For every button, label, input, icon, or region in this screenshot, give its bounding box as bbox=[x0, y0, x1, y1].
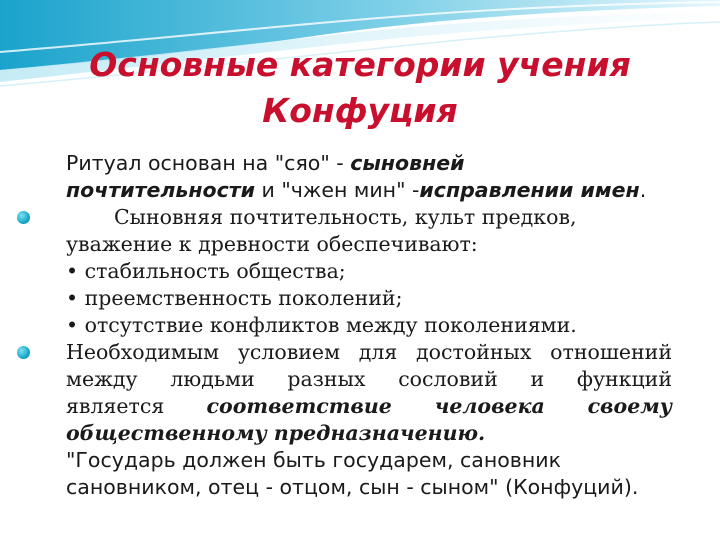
para3-line2: между людьми разных сословий и функций bbox=[66, 367, 672, 391]
list-item: • отсутствие конфликтов между поколениями. bbox=[66, 313, 577, 337]
para1-text-c: . bbox=[639, 178, 647, 202]
para2-line1 bbox=[66, 204, 672, 231]
list-item: • преемственность поколений; bbox=[66, 286, 403, 310]
title-line-1: Основные категории учения bbox=[89, 45, 631, 84]
para1-text-a: Ритуал основан на "сяо" - bbox=[66, 151, 351, 175]
para3-line3 bbox=[66, 393, 672, 420]
slide-title bbox=[0, 42, 720, 134]
bullet-icon bbox=[17, 211, 30, 224]
bullet-icon bbox=[17, 346, 30, 359]
title-line-2: Конфуция bbox=[262, 91, 458, 130]
quote-line2: сановником, отец - отцом, сын - сыном" (Конфуций). bbox=[66, 475, 639, 499]
para3-line1 bbox=[66, 339, 672, 366]
para1-emph-a: сыновней bbox=[350, 151, 465, 175]
para3-line4: общественному предназначению. bbox=[66, 421, 486, 445]
para2-line2: уважение к древности обеспечивают: bbox=[66, 232, 478, 256]
list-item: • стабильность общества; bbox=[66, 259, 346, 283]
para1-emph-b: почтительности bbox=[66, 178, 255, 202]
quote-line1: "Государь должен быть государем, сановник bbox=[66, 448, 561, 472]
para1-text-b: и "чжен мин" - bbox=[254, 178, 420, 202]
para2-text-1: Сыновняя почтительность, культ предков, bbox=[114, 205, 577, 229]
para1-line2 bbox=[66, 177, 672, 204]
para1-line1 bbox=[66, 150, 672, 177]
para3-text-1: Необходимым условием для достойных отношений bbox=[66, 340, 672, 364]
para1-emph-c: исправлении имен bbox=[419, 178, 640, 202]
para3-emph-3b: соответствие человека своему bbox=[206, 394, 672, 418]
para3-text-3a: является bbox=[66, 394, 207, 418]
slide-body bbox=[66, 150, 672, 501]
